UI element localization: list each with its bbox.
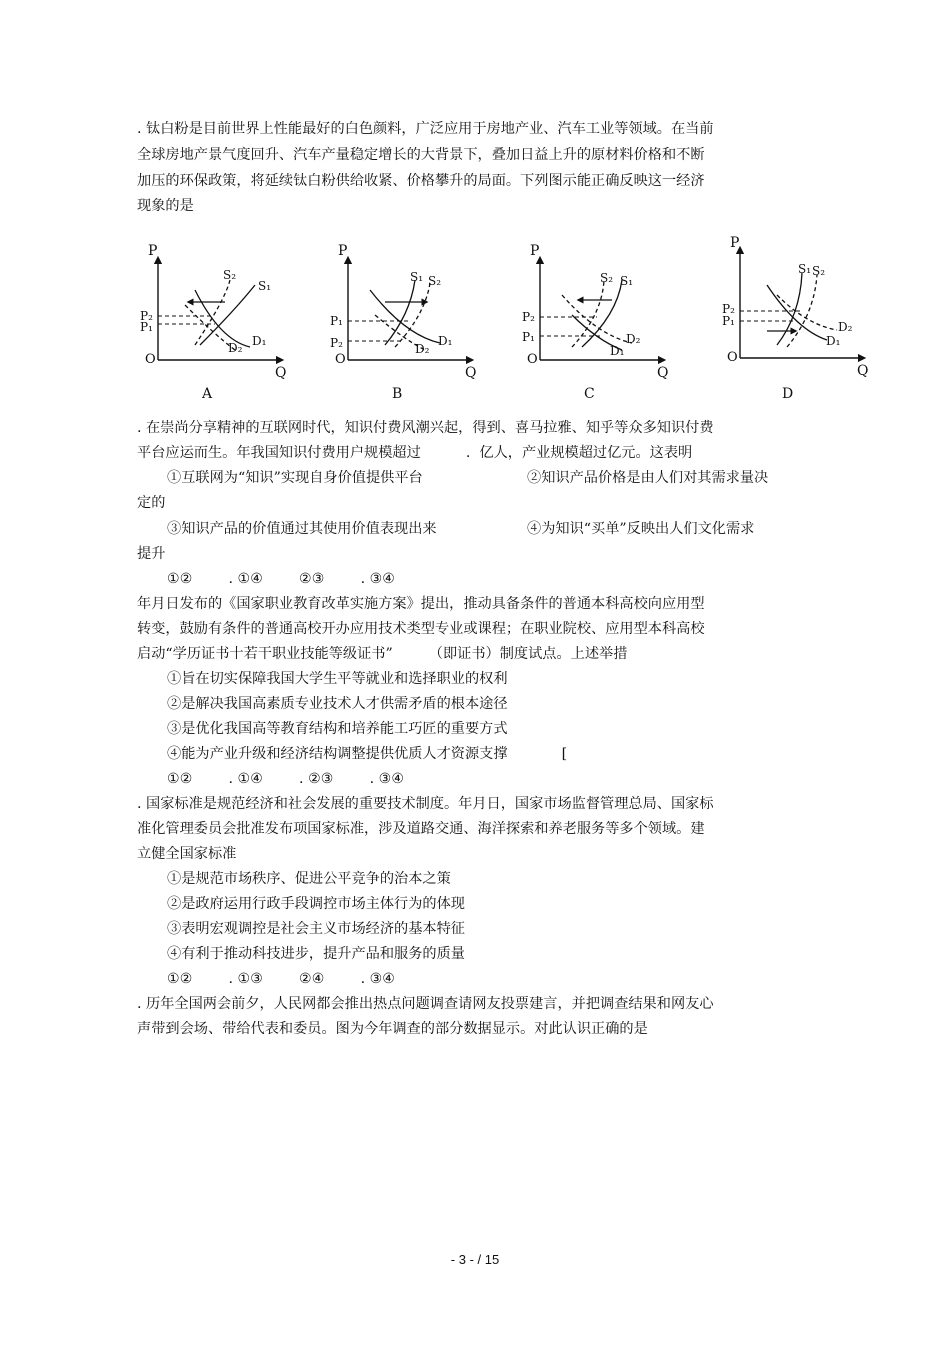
demand-curve-label-a: D₂	[838, 320, 853, 334]
option-letter: C	[584, 386, 595, 402]
demand-curve-label-b: D₁	[610, 344, 625, 358]
demand-curve-label-a: D₂	[626, 332, 641, 346]
figure-c	[522, 235, 692, 409]
q3-option-4: ④能为产业升级和经济结构调整提供优质人才资源支撑 [	[167, 746, 568, 762]
supply-curve-label-a: S₁	[410, 270, 424, 284]
option-letter: A	[202, 386, 213, 402]
figure-b-graph	[330, 235, 500, 405]
p-upper-label: P₂	[140, 309, 153, 323]
q3-option-3: ③是优化我国高等教育结构和培养能工巧匠的重要方式	[167, 721, 508, 737]
q4-option-4: ④有利于推动科技进步，提升产品和服务的质量	[167, 946, 465, 962]
demand-curve-label-a: D₁	[252, 334, 267, 348]
p-axis-label: P	[148, 243, 158, 259]
supply-curve-label-b: S₂	[428, 274, 442, 288]
supply-curve-label-b: S₂	[812, 264, 826, 278]
supply-curve-label-a: S₂	[600, 271, 614, 285]
p-lower-label: P₁	[522, 330, 535, 344]
q3-line-2: 转变，鼓励有条件的普通高校开办应用技术类型专业或课程；在职业院校、应用型本科高校	[137, 621, 705, 637]
q4-line-2: 准化管理委员会批准发布项国家标准，涉及道路交通、海洋探索和养老服务等多个领域。建	[137, 821, 705, 837]
demand-curve-label-a: D₁	[438, 334, 453, 348]
q3-line-3: 启动“学历证书十若干职业技能等级证书” （即证书）制度试点。上述举措	[137, 646, 628, 662]
q1-line-4: 现象的是	[137, 198, 194, 214]
q4-option-2: ②是政府运用行政手段调控市场主体行为的体现	[167, 896, 465, 912]
figure-b	[330, 235, 500, 409]
q2-option-3: ③知识产品的价值通过其使用价值表现出来	[167, 521, 437, 537]
q1-line-2: 全球房地产景气度回升、汽车产量稳定增长的大背景下，叠加日益上升的原材料价格和不断	[137, 147, 705, 163]
q2-option-1: ①互联网为“知识”实现自身价值提供平台	[167, 470, 423, 486]
figure-d-graph	[722, 235, 892, 405]
origin-label: O	[727, 350, 738, 365]
q1-line-1: . 钛白粉是目前世界上性能最好的白色颜料，广泛应用于房地产业、汽车工业等领域。在当前	[137, 121, 714, 137]
page-number: - 3 - / 15	[450, 1252, 500, 1267]
demand-curve-label-b: D₁	[826, 334, 841, 348]
figure-a-graph	[140, 235, 310, 405]
p-upper-label: P₂	[522, 310, 535, 324]
q5-line-1: . 历年全国两会前夕，人民网都会推出热点问题调查请网友投票建言，并把调查结果和网友心	[137, 996, 714, 1012]
p-axis-label: P	[338, 243, 348, 259]
option-letter: D	[782, 386, 794, 402]
q-axis-label: Q	[275, 365, 287, 381]
q-axis-label: Q	[465, 365, 477, 381]
q3-option-1: ①旨在切实保障我国大学生平等就业和选择职业的权利	[167, 671, 508, 687]
supply-curve-label-b: S₁	[258, 279, 272, 293]
p-upper-label: P₂	[722, 302, 735, 316]
q2-line-1: . 在崇尚分享精神的互联网时代，知识付费风潮兴起，得到、喜马拉雅、知乎等众多知识付费	[137, 420, 714, 436]
origin-label: O	[527, 352, 538, 367]
p-lower-label: P₂	[330, 336, 343, 350]
supply-curve-label-b: S₁	[620, 274, 634, 288]
q2-line-2: 平台应运而生。年我国知识付费用户规模超过 . 亿人，产业规模超过亿元。这表明	[137, 445, 693, 461]
q2-choices: ①② . ①④ ②③ . ③④	[167, 571, 396, 587]
p-axis-label: P	[730, 235, 740, 251]
figure-d	[722, 235, 892, 409]
q2-option-2-cont: 定的	[137, 495, 166, 511]
q-axis-label: Q	[857, 363, 869, 379]
q4-option-1: ①是规范市场秩序、促进公平竞争的治本之策	[167, 871, 451, 887]
demand-curve-label-b: D₂	[415, 342, 430, 356]
p-upper-label: P₁	[330, 314, 343, 328]
q3-choices: ①② . ①④ . ②③ . ③④	[167, 771, 405, 787]
p-axis-label: P	[530, 243, 540, 259]
origin-label: O	[145, 352, 156, 367]
option-letter: B	[392, 386, 403, 402]
q3-option-2: ②是解决我国高素质专业技术人才供需矛盾的根本途径	[167, 696, 508, 712]
supply-curve-label-a: S₁	[798, 262, 812, 276]
figure-c-graph	[522, 235, 692, 405]
supply-curve-label-a: S₂	[223, 268, 237, 282]
supply-demand-figures	[140, 235, 880, 405]
q5-line-2: 声带到会场、带给代表和委员。图为今年调查的部分数据显示。对此认识正确的是	[137, 1021, 648, 1037]
q4-line-1: . 国家标准是规范经济和社会发展的重要技术制度。年月日，国家市场监督管理总局、国家标	[137, 796, 714, 812]
demand-curve-label-b: D₂	[228, 341, 243, 355]
q4-choices: ①② . ①③ ②④ . ③④	[167, 971, 396, 987]
q4-line-3: 立健全国家标准	[137, 846, 237, 862]
q-axis-label: Q	[657, 365, 669, 381]
q2-option-2: ②知识产品价格是由人们对其需求量决	[527, 470, 769, 486]
q4-option-3: ③表明宏观调控是社会主义市场经济的基本特征	[167, 921, 465, 937]
p-lower-label: P₁	[140, 320, 153, 334]
q3-line-1: 年月日发布的《国家职业教育改革实施方案》提出，推动具备条件的普通本科高校向应用型	[137, 596, 705, 612]
origin-label: O	[335, 352, 346, 367]
p-lower-label: P₁	[722, 314, 735, 328]
q2-option-4-cont: 提升	[137, 546, 166, 562]
q2-option-4: ④为知识“买单”反映出人们文化需求	[527, 521, 755, 537]
figure-a	[140, 235, 310, 409]
q1-line-3: 加压的环保政策，将延续钛白粉供给收紧、价格攀升的局面。下列图示能正确反映这一经济	[137, 173, 705, 189]
